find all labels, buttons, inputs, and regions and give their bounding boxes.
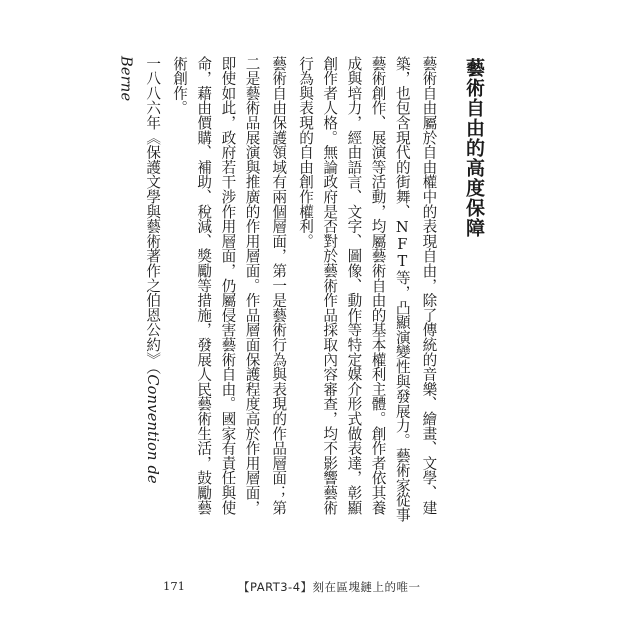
paragraph-2-text: 藝術自由保護領域有兩個層面，第一是藝術行為與表現的作品層面；第二是藝術品展演與推廣的作用層面。作品層面保護程度高於作用層面，即使如此，政府若干涉作用層面，仍屬侵害藝術自由。國家有責任與使命，藉由價購、補助、稅減、獎勵等措施，發展人民藝術生活，鼓勵藝術創作。 [171, 56, 288, 515]
paragraph-3 [113, 56, 166, 526]
page-number: 171 [163, 579, 185, 593]
running-title: 【PART3-4】刻在區塊鏈上的唯一 [238, 580, 421, 594]
paragraph-2 [167, 56, 293, 526]
berne-convention-latin: Convention de Berne [117, 56, 162, 484]
section-heading: 藝術自由的高度保障 [463, 58, 485, 238]
paragraph-1 [293, 56, 443, 526]
paragraph-3-prefix: 一八八六年《保護文學與藝術著作之伯恩公約》（ [144, 56, 162, 375]
paragraph-1-text: 藝術自由屬於自由權中的表現自由，除了傳統的音樂、繪畫、文學、建築，也包含現代的街舞、NFT等，凸顯演變性與發展力。藝術家從事藝術創作、展演等活動，均屬藝術自由的基本權利主體。創作者依其養成與培力，經由語言、文字、圖像、動作等特定媒介形式做表達，彰顯創作者人格。無論政府是否對於藝術作品採取內容審查，均不影響藝術行為與表現的自由創作權利。 [297, 56, 438, 522]
vertical-text-body [117, 56, 488, 526]
